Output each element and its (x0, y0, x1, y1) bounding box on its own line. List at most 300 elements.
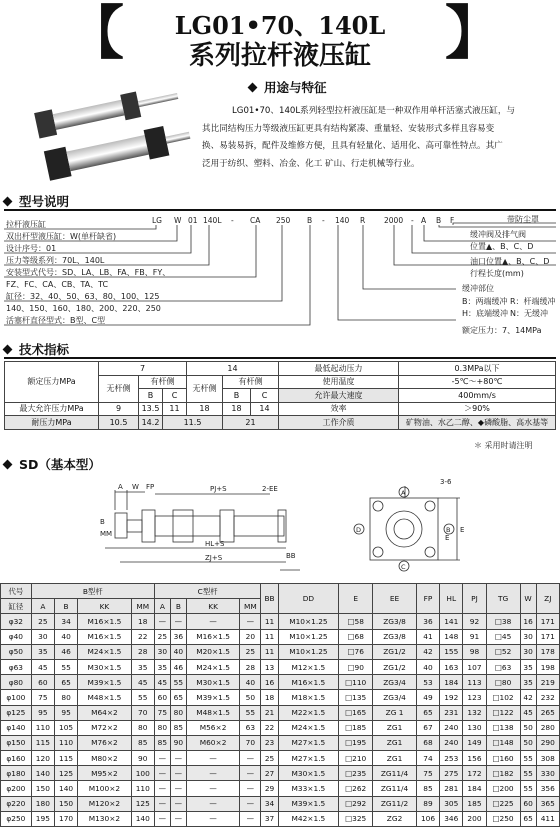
table-cell: M120×2 (78, 796, 131, 811)
table-cell: 150 (54, 796, 77, 811)
table-cell: □80 (486, 675, 520, 690)
table-cell: 198 (536, 659, 559, 674)
table-cell: ZG3/4 (373, 690, 417, 705)
table-cell: □292 (339, 796, 373, 811)
table-cell: 67 (416, 720, 439, 735)
table-cell: 35 (31, 644, 54, 659)
table-cell: — (154, 751, 170, 766)
table-cell: 232 (536, 690, 559, 705)
table-cell: 20 (240, 629, 261, 644)
table-cell: □325 (339, 811, 373, 826)
table-row (1, 614, 560, 629)
table-cell: 74 (416, 751, 439, 766)
table-cell: — (170, 766, 186, 781)
table-cell: 25 (261, 751, 278, 766)
table-cell: 85 (416, 781, 439, 796)
table-cell: M12×1.5 (278, 659, 339, 674)
table-cell: 25 (31, 614, 54, 629)
table-cell: φ100 (1, 690, 32, 705)
table-cell: 41 (416, 629, 439, 644)
table-cell: 290 (536, 735, 559, 750)
table-cell: 55 (520, 751, 536, 766)
table-cell: 185 (463, 796, 486, 811)
table-cell: 34 (54, 614, 77, 629)
svg-text:A: A (401, 489, 406, 497)
table-cell: M48×1.5 (186, 705, 239, 720)
table-cell: 42 (520, 690, 536, 705)
table-cell: 105 (54, 720, 77, 735)
table-cell: 30 (154, 644, 170, 659)
table-cell: 172 (463, 766, 486, 781)
table-cell: ZG1/2 (373, 659, 417, 674)
table-cell: — (240, 811, 261, 826)
table-cell: φ200 (1, 781, 32, 796)
svg-text:W: W (132, 483, 139, 491)
table-cell: 22 (131, 629, 154, 644)
table-cell: 37 (261, 811, 278, 826)
table-cell: ZG3/8 (373, 629, 417, 644)
table-cell: 55 (131, 690, 154, 705)
table-cell: M22×1.5 (278, 705, 339, 720)
table-cell: φ125 (1, 705, 32, 720)
svg-text:ZJ+S: ZJ+S (205, 554, 223, 562)
table-cell: 63 (240, 720, 261, 735)
table-cell: M39×1.5 (78, 675, 131, 690)
table-cell: ZG11/4 (373, 781, 417, 796)
table-cell: 23 (261, 735, 278, 750)
table-row (1, 751, 560, 766)
table-cell: M60×2 (186, 735, 239, 750)
table-cell: 36 (170, 629, 186, 644)
table-cell: 60 (31, 675, 54, 690)
sd-heading: SD（基本型） (0, 455, 101, 473)
table-cell: 16 (261, 675, 278, 690)
table-cell: 89 (416, 796, 439, 811)
table-cell: 280 (536, 720, 559, 735)
table-cell: 40 (240, 675, 261, 690)
sd-end-view (345, 478, 485, 578)
table-cell: 231 (440, 705, 463, 720)
table-cell: 184 (440, 675, 463, 690)
dimension-table: 代号 B型杆 C型杆 BB DD E EE FP HL PJ TG W ZJ 缸径 A B KK MM A B KK MM φ32 25 34 M16×1.5 18 — — — — 11 M10×1.25 □58 ZG3/8 36 141 92 □38 16 171 φ40 30 40 M16×1.5 22 25 36 M16×1.5 20 11 M10×1.25 □68 ZG3/8 41 148 91 □45 30 171 φ50 35 46 M24×1.5 28 30 40 M20×1.5 25 11 M10×1.25 □76 ZG1/2 42 155 98 □52 30 178 φ63 45 55 M30×1.5 35 35 46 M24×1.5 28 13 M12×1.5 □90 ZG1/2 40 163 107 □63 35 198 φ80 60 65 M39×1.5 45 45 55 M30×1.5 40 16 M16×1.5 □110 ZG3/4 53 184 113 □80 35 219 φ100 75 80 M48×1.5 55 60 65 M39×1.5 50 18 M18×1.5 □135 ZG3/4 49 192 123 □102 42 232 φ125 95 95 M64×2 70 75 80 M48×1.5 55 21 M22×1.5 □165 ZG 1 65 231 132 □122 45 265 φ140 110 105 M72×2 80 80 85 M56×2 63 22 M24×1.5 □185 ZG1 67 240 130 □138 50 280 φ150 115 110 M76×2 85 85 90 M60×2 70 23 M27×1.5 □195 ZG1 68 240 149 □148 50 290 φ160 120 115 M80×2 90 — — — — 25 M27×1.5 □210 ZG1 74 253 156 □160 55 308 φ180 140 125 M95×2 100 — — — — 27 M30×1.5 □235 ZG11/4 75 275 172 □182 55 330 φ200 150 140 M100×2 110 — — — — 29 M33×1.5 □262 ZG11/4 85 281 184 □200 55 356 φ220 180 150 M120×2 125 — — — — 34 M39×1.5 □292 ZG11/2 89 305 185 □225 60 365 φ250 195 170 M130×2 140 — — — — 37 M42×1.5 □325 ZG2 106 346 200 □250 65 411 (0, 583, 560, 827)
table-cell: — (186, 751, 239, 766)
right-bracket: 】 (445, 0, 504, 67)
table-cell: 45 (131, 675, 154, 690)
table-cell: 29 (261, 781, 278, 796)
table-cell: M27×1.5 (278, 735, 339, 750)
table-cell: 140 (54, 781, 77, 796)
table-cell: M16×1.5 (78, 629, 131, 644)
table-row (1, 720, 560, 735)
table-cell: — (170, 796, 186, 811)
table-cell: 50 (240, 690, 261, 705)
table-cell: — (170, 811, 186, 826)
table-cell: M39×1.5 (186, 690, 239, 705)
table-cell: 90 (170, 735, 186, 750)
table-cell: 80 (131, 720, 154, 735)
tech-heading: 技术指标 (0, 340, 69, 358)
svg-text:E: E (445, 534, 450, 542)
table-cell: 140 (31, 766, 54, 781)
svg-text:E: E (460, 526, 465, 534)
table-cell: 60 (520, 796, 536, 811)
table-cell: 130 (463, 720, 486, 735)
divider (4, 209, 556, 211)
table-cell: 30 (520, 629, 536, 644)
table-cell: ZG3/4 (373, 675, 417, 690)
table-cell: 141 (440, 614, 463, 629)
table-cell: M30×1.5 (186, 675, 239, 690)
table-cell: 219 (536, 675, 559, 690)
table-cell: 155 (440, 644, 463, 659)
table-cell: 55 (240, 705, 261, 720)
table-cell: 171 (536, 629, 559, 644)
table-cell: — (240, 766, 261, 781)
table-cell: M24×1.5 (78, 644, 131, 659)
table-cell: — (186, 766, 239, 781)
table-row (1, 675, 560, 690)
table-cell: φ63 (1, 659, 32, 674)
table-cell: 40 (54, 629, 77, 644)
table-cell: 180 (31, 796, 54, 811)
table-cell: — (154, 781, 170, 796)
table-cell: 50 (520, 720, 536, 735)
table-cell: 195 (31, 811, 54, 826)
table-cell: 21 (261, 705, 278, 720)
svg-text:B: B (446, 526, 451, 534)
table-cell: 365 (536, 796, 559, 811)
table-cell: M95×2 (78, 766, 131, 781)
table-cell: 110 (131, 781, 154, 796)
table-cell: 150 (31, 781, 54, 796)
table-row (1, 659, 560, 674)
title-line1: LG01•70、140L (174, 11, 386, 40)
table-cell: M130×2 (78, 811, 131, 826)
svg-text:B: B (100, 518, 105, 526)
table-cell: φ160 (1, 751, 32, 766)
table-cell: 30 (31, 629, 54, 644)
table-cell: 110 (54, 735, 77, 750)
table-cell: 55 (54, 659, 77, 674)
table-cell: φ180 (1, 766, 32, 781)
model-heading: 型号说明 (0, 192, 69, 210)
table-cell: 46 (54, 644, 77, 659)
table-row (1, 781, 560, 796)
table-cell: — (170, 614, 186, 629)
table-cell: 42 (416, 644, 439, 659)
table-cell: 200 (463, 811, 486, 826)
table-cell: ZG3/8 (373, 614, 417, 629)
table-cell: 35 (154, 659, 170, 674)
table-cell: — (186, 781, 239, 796)
table-row (1, 629, 560, 644)
table-cell: 305 (440, 796, 463, 811)
table-cell: □138 (486, 720, 520, 735)
table-cell: — (154, 811, 170, 826)
table-cell: 68 (416, 735, 439, 750)
table-cell: □68 (339, 629, 373, 644)
svg-text:3-6: 3-6 (440, 478, 452, 486)
table-cell: ZG 1 (373, 705, 417, 720)
table-cell: 98 (463, 644, 486, 659)
table-cell: φ150 (1, 735, 32, 750)
table-cell: 27 (261, 766, 278, 781)
table-row (1, 690, 560, 705)
table-cell: M20×1.5 (186, 644, 239, 659)
table-cell: 65 (520, 811, 536, 826)
table-cell: 253 (440, 751, 463, 766)
table-cell: 18 (261, 690, 278, 705)
table-cell: 49 (416, 690, 439, 705)
table-cell: 125 (54, 766, 77, 781)
table-row (1, 735, 560, 750)
table-cell: 28 (240, 659, 261, 674)
table-cell: □110 (339, 675, 373, 690)
table-cell: □58 (339, 614, 373, 629)
table-cell: 120 (31, 751, 54, 766)
svg-text:HL+S: HL+S (205, 540, 225, 548)
table-cell: 45 (520, 705, 536, 720)
table-cell: ZG1/2 (373, 644, 417, 659)
table-cell: 115 (31, 735, 54, 750)
table-cell: 40 (170, 644, 186, 659)
table-cell: 140 (131, 811, 154, 826)
table-cell: 35 (131, 659, 154, 674)
table-cell: 28 (131, 644, 154, 659)
table-cell: 25 (240, 644, 261, 659)
table-row (1, 796, 560, 811)
table-cell: □63 (486, 659, 520, 674)
table-cell: ZG2 (373, 811, 417, 826)
table-cell: 11 (261, 629, 278, 644)
table-cell: □148 (486, 735, 520, 750)
table-cell: — (240, 751, 261, 766)
svg-text:C: C (401, 563, 406, 571)
table-cell: 46 (170, 659, 186, 674)
table-cell: φ80 (1, 675, 32, 690)
note: ＊ 采用时请注明 (474, 441, 533, 450)
table-cell: 85 (170, 720, 186, 735)
table-cell: φ50 (1, 644, 32, 659)
table-cell: 45 (31, 659, 54, 674)
table-cell: 170 (54, 811, 77, 826)
table-cell: — (170, 751, 186, 766)
table-cell: 85 (154, 735, 170, 750)
sd-side-view (90, 480, 310, 580)
table-cell: 178 (536, 644, 559, 659)
table-cell: 16 (520, 614, 536, 629)
table-row (1, 766, 560, 781)
table-cell: 330 (536, 766, 559, 781)
table-cell: 107 (463, 659, 486, 674)
table-cell: M10×1.25 (278, 614, 339, 629)
table-cell: □102 (486, 690, 520, 705)
table-cell: φ40 (1, 629, 32, 644)
table-cell: — (186, 796, 239, 811)
table-cell: M10×1.25 (278, 629, 339, 644)
page-title (0, 0, 560, 71)
svg-text:PJ+S: PJ+S (210, 485, 227, 493)
table-cell: 65 (54, 675, 77, 690)
table-cell: □225 (486, 796, 520, 811)
table-cell: 95 (54, 705, 77, 720)
table-cell: M24×1.5 (186, 659, 239, 674)
table-cell: □90 (339, 659, 373, 674)
table-row (1, 644, 560, 659)
table-cell: M56×2 (186, 720, 239, 735)
table-cell: — (240, 796, 261, 811)
table-cell: 55 (170, 675, 186, 690)
table-cell: 163 (440, 659, 463, 674)
table-cell: 91 (463, 629, 486, 644)
table-cell: 30 (520, 644, 536, 659)
svg-text:A: A (118, 483, 123, 491)
table-cell: M39×1.5 (278, 796, 339, 811)
table-cell: 65 (416, 705, 439, 720)
table-cell: — (170, 781, 186, 796)
table-cell: ZG1 (373, 720, 417, 735)
table-cell: 346 (440, 811, 463, 826)
table-cell: M80×2 (78, 751, 131, 766)
table-cell: □45 (486, 629, 520, 644)
table-cell: □195 (339, 735, 373, 750)
table-cell: □76 (339, 644, 373, 659)
features-heading: 用途与特征 (245, 78, 327, 96)
table-cell: 60 (154, 690, 170, 705)
table-cell: 184 (463, 781, 486, 796)
table-cell: 11 (261, 644, 278, 659)
table-cell: 95 (31, 705, 54, 720)
left-bracket: 【 (66, 0, 125, 67)
table-cell: □165 (339, 705, 373, 720)
table-cell: M48×1.5 (78, 690, 131, 705)
table-row (1, 705, 560, 720)
table-cell: 75 (416, 766, 439, 781)
table-cell: 240 (440, 735, 463, 750)
table-cell: □200 (486, 781, 520, 796)
table-cell: 18 (131, 614, 154, 629)
table-cell: 80 (170, 705, 186, 720)
table-cell: φ220 (1, 796, 32, 811)
table-cell: 25 (154, 629, 170, 644)
product-photo (28, 84, 198, 184)
table-cell: φ250 (1, 811, 32, 826)
table-cell: M27×1.5 (278, 751, 339, 766)
table-cell: □182 (486, 766, 520, 781)
table-cell: M10×1.25 (278, 644, 339, 659)
table-cell: 50 (520, 735, 536, 750)
table-cell: — (240, 781, 261, 796)
table-cell: 22 (261, 720, 278, 735)
table-cell: 240 (440, 720, 463, 735)
table-cell: ZG11/2 (373, 796, 417, 811)
table-cell: 80 (54, 690, 77, 705)
svg-text:FP: FP (146, 483, 155, 491)
table-cell: 75 (31, 690, 54, 705)
table-cell: □160 (486, 751, 520, 766)
table-cell: M100×2 (78, 781, 131, 796)
table-cell: 13 (261, 659, 278, 674)
table-cell: 55 (520, 781, 536, 796)
table-cell: 75 (154, 705, 170, 720)
table-cell: φ32 (1, 614, 32, 629)
table-cell: — (240, 614, 261, 629)
features-text: LG01•70、140L系列轻型拉杆液压缸是一种双作用单杆活塞式液压缸，与 其比同结构压力等级液压缸更具有结构紧凑、重量轻、安装形式多样且容易变 换、易装易拆，配件及维修方便，且具有轻量化、适用化、高可靠性特点。其广 泛用于纺织、塑料、冶金、化工 矿山、行走机械等行业。 (202, 106, 516, 169)
table-cell: M72×2 (78, 720, 131, 735)
table-cell: 11 (261, 614, 278, 629)
table-cell: 149 (463, 735, 486, 750)
table-cell: 90 (131, 751, 154, 766)
table-cell: M64×2 (78, 705, 131, 720)
table-cell: M30×1.5 (78, 659, 131, 674)
table-cell: □262 (339, 781, 373, 796)
table-cell: □122 (486, 705, 520, 720)
table-cell: 40 (416, 659, 439, 674)
table-cell: M33×1.5 (278, 781, 339, 796)
table-cell: 192 (440, 690, 463, 705)
divider (4, 357, 556, 359)
table-cell: 171 (536, 614, 559, 629)
table-cell: 70 (240, 735, 261, 750)
table-cell: 55 (520, 766, 536, 781)
table-cell: ZG1 (373, 735, 417, 750)
table-cell: ZG1 (373, 751, 417, 766)
table-cell: 275 (440, 766, 463, 781)
table-cell: □135 (339, 690, 373, 705)
table-cell: 92 (463, 614, 486, 629)
table-cell: 156 (463, 751, 486, 766)
table-cell: 356 (536, 781, 559, 796)
table-cell: □250 (486, 811, 520, 826)
table-cell: M76×2 (78, 735, 131, 750)
table-cell: □235 (339, 766, 373, 781)
table-cell: 132 (463, 705, 486, 720)
svg-text:2-EE: 2-EE (262, 485, 278, 493)
title-line2: 系列拉杆液压缸 (188, 41, 371, 71)
table-cell: 265 (536, 705, 559, 720)
table-cell: 36 (416, 614, 439, 629)
table-cell: 85 (131, 735, 154, 750)
table-cell: 411 (536, 811, 559, 826)
table-cell: M18×1.5 (278, 690, 339, 705)
table-cell: ZG11/4 (373, 766, 417, 781)
table-cell: M16×1.5 (278, 675, 339, 690)
table-cell: 45 (154, 675, 170, 690)
table-row (1, 811, 560, 826)
table-cell: M30×1.5 (278, 766, 339, 781)
table-cell: □210 (339, 751, 373, 766)
table-cell: 35 (520, 659, 536, 674)
table-cell: M16×1.5 (186, 629, 239, 644)
table-cell: 148 (440, 629, 463, 644)
table-cell: M24×1.5 (278, 720, 339, 735)
table-cell: 113 (463, 675, 486, 690)
table-cell: 281 (440, 781, 463, 796)
table-cell: 53 (416, 675, 439, 690)
table-cell: 34 (261, 796, 278, 811)
table-cell: 100 (131, 766, 154, 781)
table-cell: 70 (131, 705, 154, 720)
table-cell: 65 (170, 690, 186, 705)
table-cell: 125 (131, 796, 154, 811)
table-cell: 115 (54, 751, 77, 766)
table-cell: 106 (416, 811, 439, 826)
table-cell: M16×1.5 (78, 614, 131, 629)
svg-text:MM: MM (100, 530, 113, 538)
table-cell: M42×1.5 (278, 811, 339, 826)
table-cell: — (186, 614, 239, 629)
table-cell: — (154, 614, 170, 629)
